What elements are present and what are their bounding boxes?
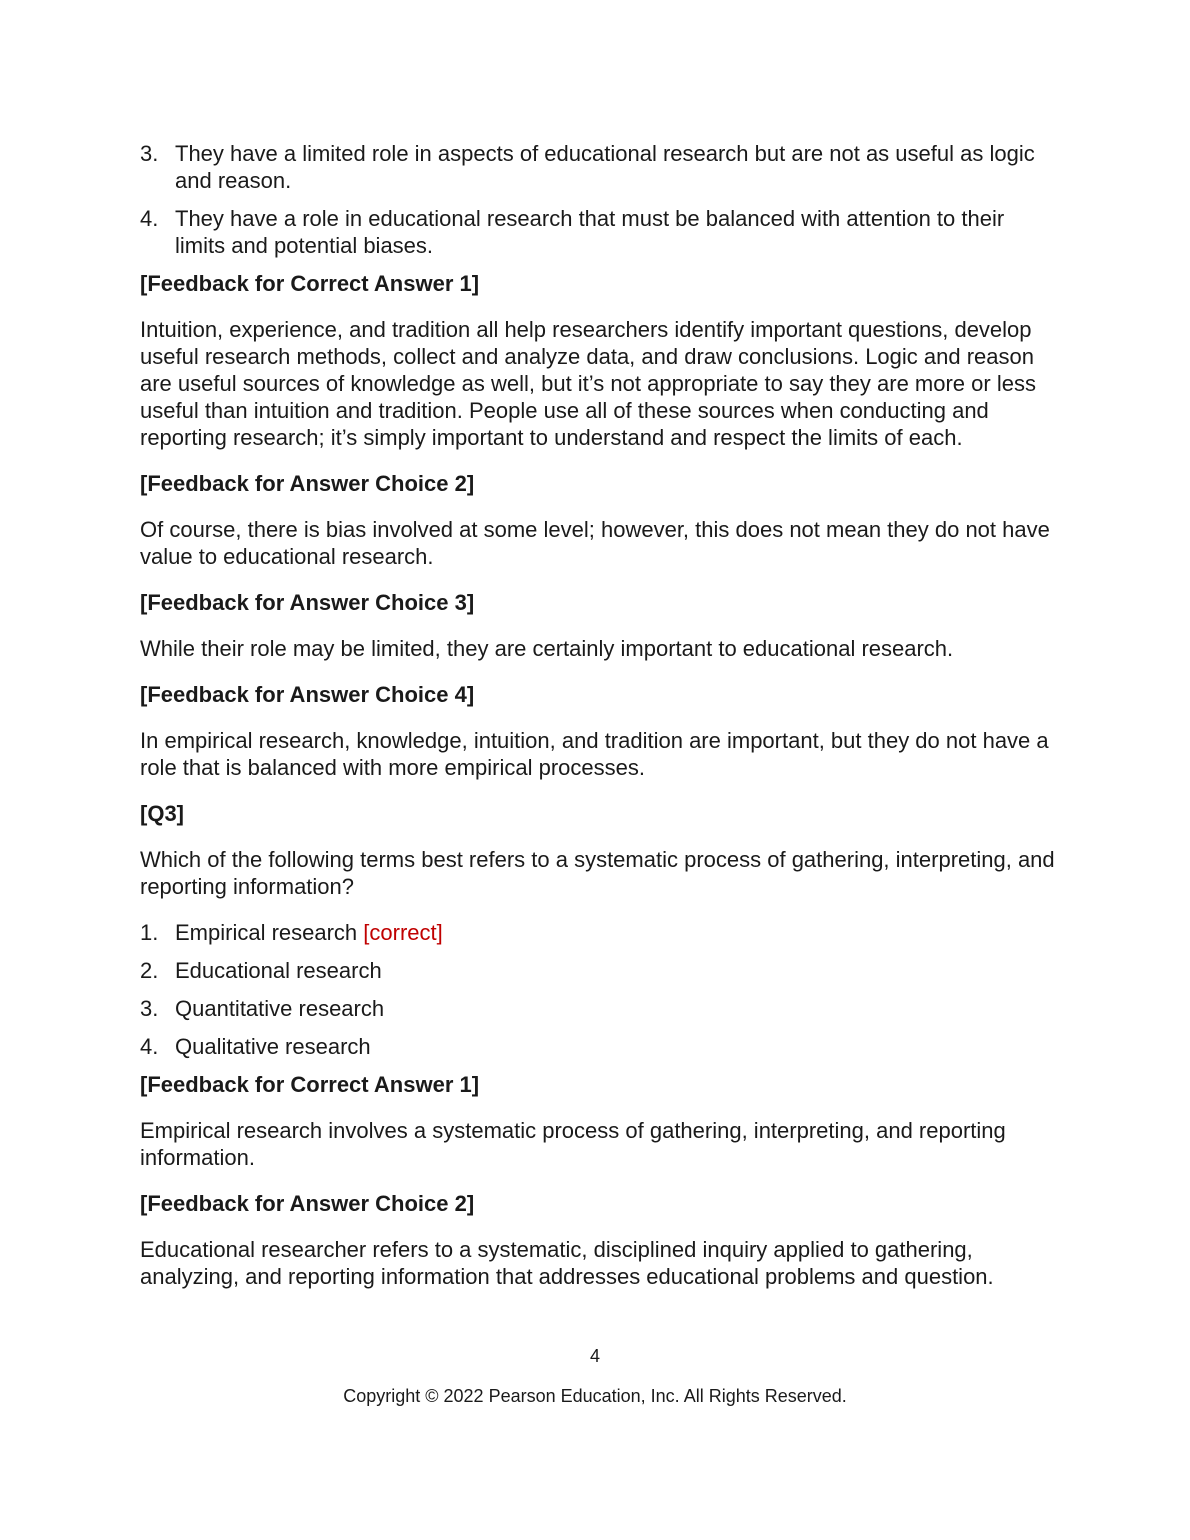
feedback-text: Educational researcher refers to a systematic, disciplined inquiry applied to gathering, analyzing, and reporting information that addresses educational problems and question. — [140, 1237, 994, 1289]
feedback-heading: [Feedback for Answer Choice 3] — [140, 590, 475, 615]
feedback-heading: [Feedback for Answer Choice 4] — [140, 682, 475, 707]
feedback-text: Intuition, experience, and tradition all help researchers identify important questions, develop useful research methods, collect and analyze data, and draw conclusions. Logic and reason are useful sources of knowledge as well, but it’s not appropriate to say they are more or less useful than intuition and tradition. People use all of these sources when conducting and reporting research; it’s simply important to understand and respect the limits of each. — [140, 317, 1036, 450]
option-number: 2. — [140, 958, 159, 983]
feedback-heading: [Feedback for Answer Choice 2] — [140, 1191, 475, 1216]
list-text: They have a role in educational research that must be balanced with attention to their limits and potential biases. — [175, 206, 1005, 258]
list-number: 4. — [140, 206, 159, 231]
copyright-notice: Copyright © 2022 Pearson Education, Inc. All Rights Reserved. — [343, 1386, 847, 1406]
option-number: 3. — [140, 996, 159, 1021]
answer-option — [140, 995, 1060, 1022]
question-label: [Q3] — [140, 801, 184, 826]
answer-option — [140, 919, 1060, 946]
option-text: Empirical research — [175, 920, 358, 945]
answer-option — [140, 1033, 1060, 1060]
option-text: Educational research — [175, 958, 382, 983]
page-number: 4 — [589, 1346, 600, 1366]
document-body — [140, 140, 1060, 1290]
list-text: They have a limited role in aspects of educational research but are not as useful as logic and reason. — [175, 141, 1035, 193]
question-text: Which of the following terms best refers to a systematic process of gathering, interpreting, and reporting information? — [140, 847, 1055, 899]
feedback-heading: [Feedback for Answer Choice 2] — [140, 471, 475, 496]
answer-option — [140, 957, 1060, 984]
correct-tag: [correct] — [363, 920, 443, 945]
list-item — [140, 205, 1060, 259]
option-number: 4. — [140, 1034, 159, 1059]
feedback-heading: [Feedback for Correct Answer 1] — [140, 271, 480, 296]
option-number: 1. — [140, 920, 159, 945]
list-item — [140, 140, 1060, 194]
feedback-text: While their role may be limited, they are certainly important to educational research. — [140, 636, 954, 661]
feedback-text: Of course, there is bias involved at some level; however, this does not mean they do not have value to educational research. — [140, 517, 1050, 569]
option-content — [175, 919, 1060, 946]
option-text: Quantitative research — [175, 996, 385, 1021]
feedback-text: In empirical research, knowledge, intuition, and tradition are important, but they do not have a role that is balanced with more empirical processes. — [140, 728, 1049, 780]
feedback-text: Empirical research involves a systematic process of gathering, interpreting, and reporting information. — [140, 1118, 1006, 1170]
option-text: Qualitative research — [175, 1034, 371, 1059]
list-number: 3. — [140, 141, 159, 166]
feedback-heading: [Feedback for Correct Answer 1] — [140, 1072, 480, 1097]
